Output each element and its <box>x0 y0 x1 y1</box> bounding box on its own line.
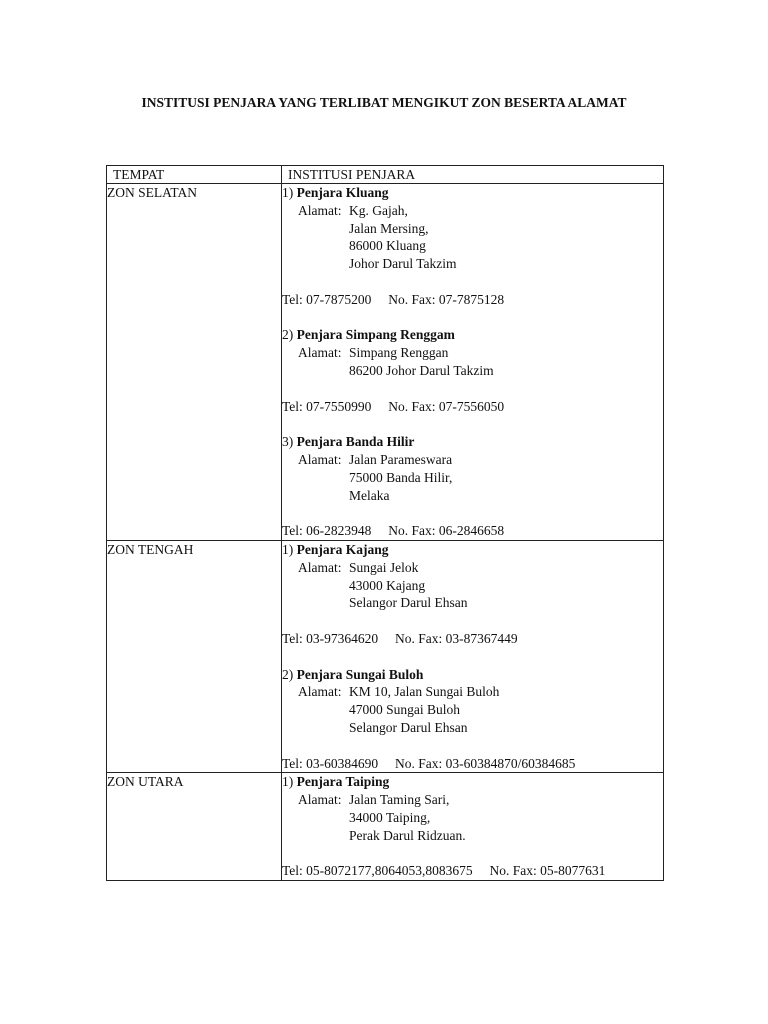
prison-entry <box>282 184 663 309</box>
address-line: 86200 Johor Darul Takzim <box>349 362 494 378</box>
prison-number: 1) <box>282 185 294 200</box>
contact-line <box>282 398 663 416</box>
prison-number: 2) <box>282 327 294 343</box>
address-line: 43000 Kajang <box>349 577 426 593</box>
prison-entry <box>282 433 663 540</box>
zone-name: ZON TENGAH <box>107 540 282 772</box>
prison-address <box>282 683 663 736</box>
prison-heading <box>282 773 663 791</box>
zone-row <box>107 773 664 881</box>
institution-cell <box>282 540 664 772</box>
zone-name: ZON UTARA <box>107 773 282 881</box>
prison-name: Penjara Simpang Renggam <box>296 327 455 343</box>
prison-address <box>282 451 663 504</box>
address-line: Kg. Gajah, <box>349 202 408 218</box>
address-line: 75000 Banda Hilir, <box>349 469 453 485</box>
fax: No. Fax: 03-87367449 <box>395 630 518 646</box>
address-line: Selangor Darul Ehsan <box>349 719 468 735</box>
prison-address <box>282 344 663 380</box>
prison-number: 3) <box>282 434 294 450</box>
prison-number: 1) <box>282 774 294 790</box>
contact-line <box>282 630 663 648</box>
address-line: 86000 Kluang <box>349 238 426 254</box>
zone-row <box>107 540 664 772</box>
table-body <box>107 184 664 881</box>
header-place: TEMPAT <box>107 166 282 184</box>
address-line: Jalan Taming Sari, <box>349 792 450 808</box>
prison-name: Penjara Sungai Buloh <box>296 666 424 682</box>
prison-name: Penjara Kajang <box>296 541 389 557</box>
address-line: 47000 Sungai Buloh <box>349 702 461 718</box>
address-line: Johor Darul Takzim <box>349 256 457 272</box>
prison-heading <box>282 433 663 451</box>
address-line: Jalan Mersing, <box>349 220 429 236</box>
address-label: Alamat: <box>298 559 342 575</box>
contact-line <box>282 755 663 773</box>
telephone: Tel: 03-97364620 <box>282 630 379 646</box>
address-line: Perak Darul Ridzuan. <box>349 827 466 843</box>
telephone: Tel: 03-60384690 <box>282 755 379 771</box>
telephone: Tel: 07-7875200 <box>282 291 372 307</box>
institution-cell <box>282 184 664 541</box>
fax: No. Fax: 07-7556050 <box>388 398 505 414</box>
contact-line <box>282 522 663 540</box>
prison-address <box>282 202 663 273</box>
table-header-row <box>107 166 664 184</box>
telephone: Tel: 05-8072177,8064053,8083675 <box>282 863 473 879</box>
address-label: Alamat: <box>298 451 342 467</box>
fax: No. Fax: 06-2846658 <box>388 523 505 539</box>
address-line: KM 10, Jalan Sungai Buloh <box>349 684 500 700</box>
prison-heading <box>282 184 663 202</box>
fax: No. Fax: 07-7875128 <box>388 291 505 307</box>
address-label: Alamat: <box>298 345 342 361</box>
fax: No. Fax: 05-8077631 <box>489 863 606 879</box>
header-institution: INSTITUSI PENJARA <box>282 166 664 184</box>
prison-address <box>282 559 663 612</box>
prison-entry <box>282 773 663 880</box>
address-label: Alamat: <box>298 684 342 700</box>
telephone: Tel: 07-7550990 <box>282 398 372 414</box>
prison-entry <box>282 541 663 648</box>
prison-address <box>282 791 663 844</box>
prison-heading <box>282 326 663 344</box>
telephone: Tel: 06-2823948 <box>282 523 372 539</box>
prison-entry <box>282 666 663 773</box>
zone-name: ZON SELATAN <box>107 184 282 541</box>
prison-name: Penjara Taiping <box>296 774 390 790</box>
prison-heading <box>282 541 663 559</box>
prison-number: 1) <box>282 541 294 557</box>
fax: No. Fax: 03-60384870/60384685 <box>395 755 576 771</box>
prison-table <box>106 165 664 881</box>
address-line: Jalan Parameswara <box>349 451 453 467</box>
prison-name: Penjara Banda Hilir <box>296 434 415 450</box>
address-line: Sungai Jelok <box>349 559 419 575</box>
address-line: 34000 Taiping, <box>349 809 431 825</box>
address-line: Simpang Renggan <box>349 345 449 361</box>
institution-cell <box>282 773 664 881</box>
prison-entry <box>282 326 663 415</box>
prison-name: Penjara Kluang <box>296 185 389 200</box>
contact-line <box>282 291 663 309</box>
address-label: Alamat: <box>298 202 342 218</box>
address-line: Melaka <box>349 487 390 503</box>
prison-number: 2) <box>282 666 294 682</box>
zone-row <box>107 184 664 541</box>
document-title: INSTITUSI PENJARA YANG TERLIBAT MENGIKUT ZON BESERTA ALAMAT <box>141 95 627 110</box>
address-line: Selangor Darul Ehsan <box>349 595 468 611</box>
contact-line <box>282 862 663 880</box>
prison-heading <box>282 666 663 684</box>
address-label: Alamat: <box>298 792 342 808</box>
